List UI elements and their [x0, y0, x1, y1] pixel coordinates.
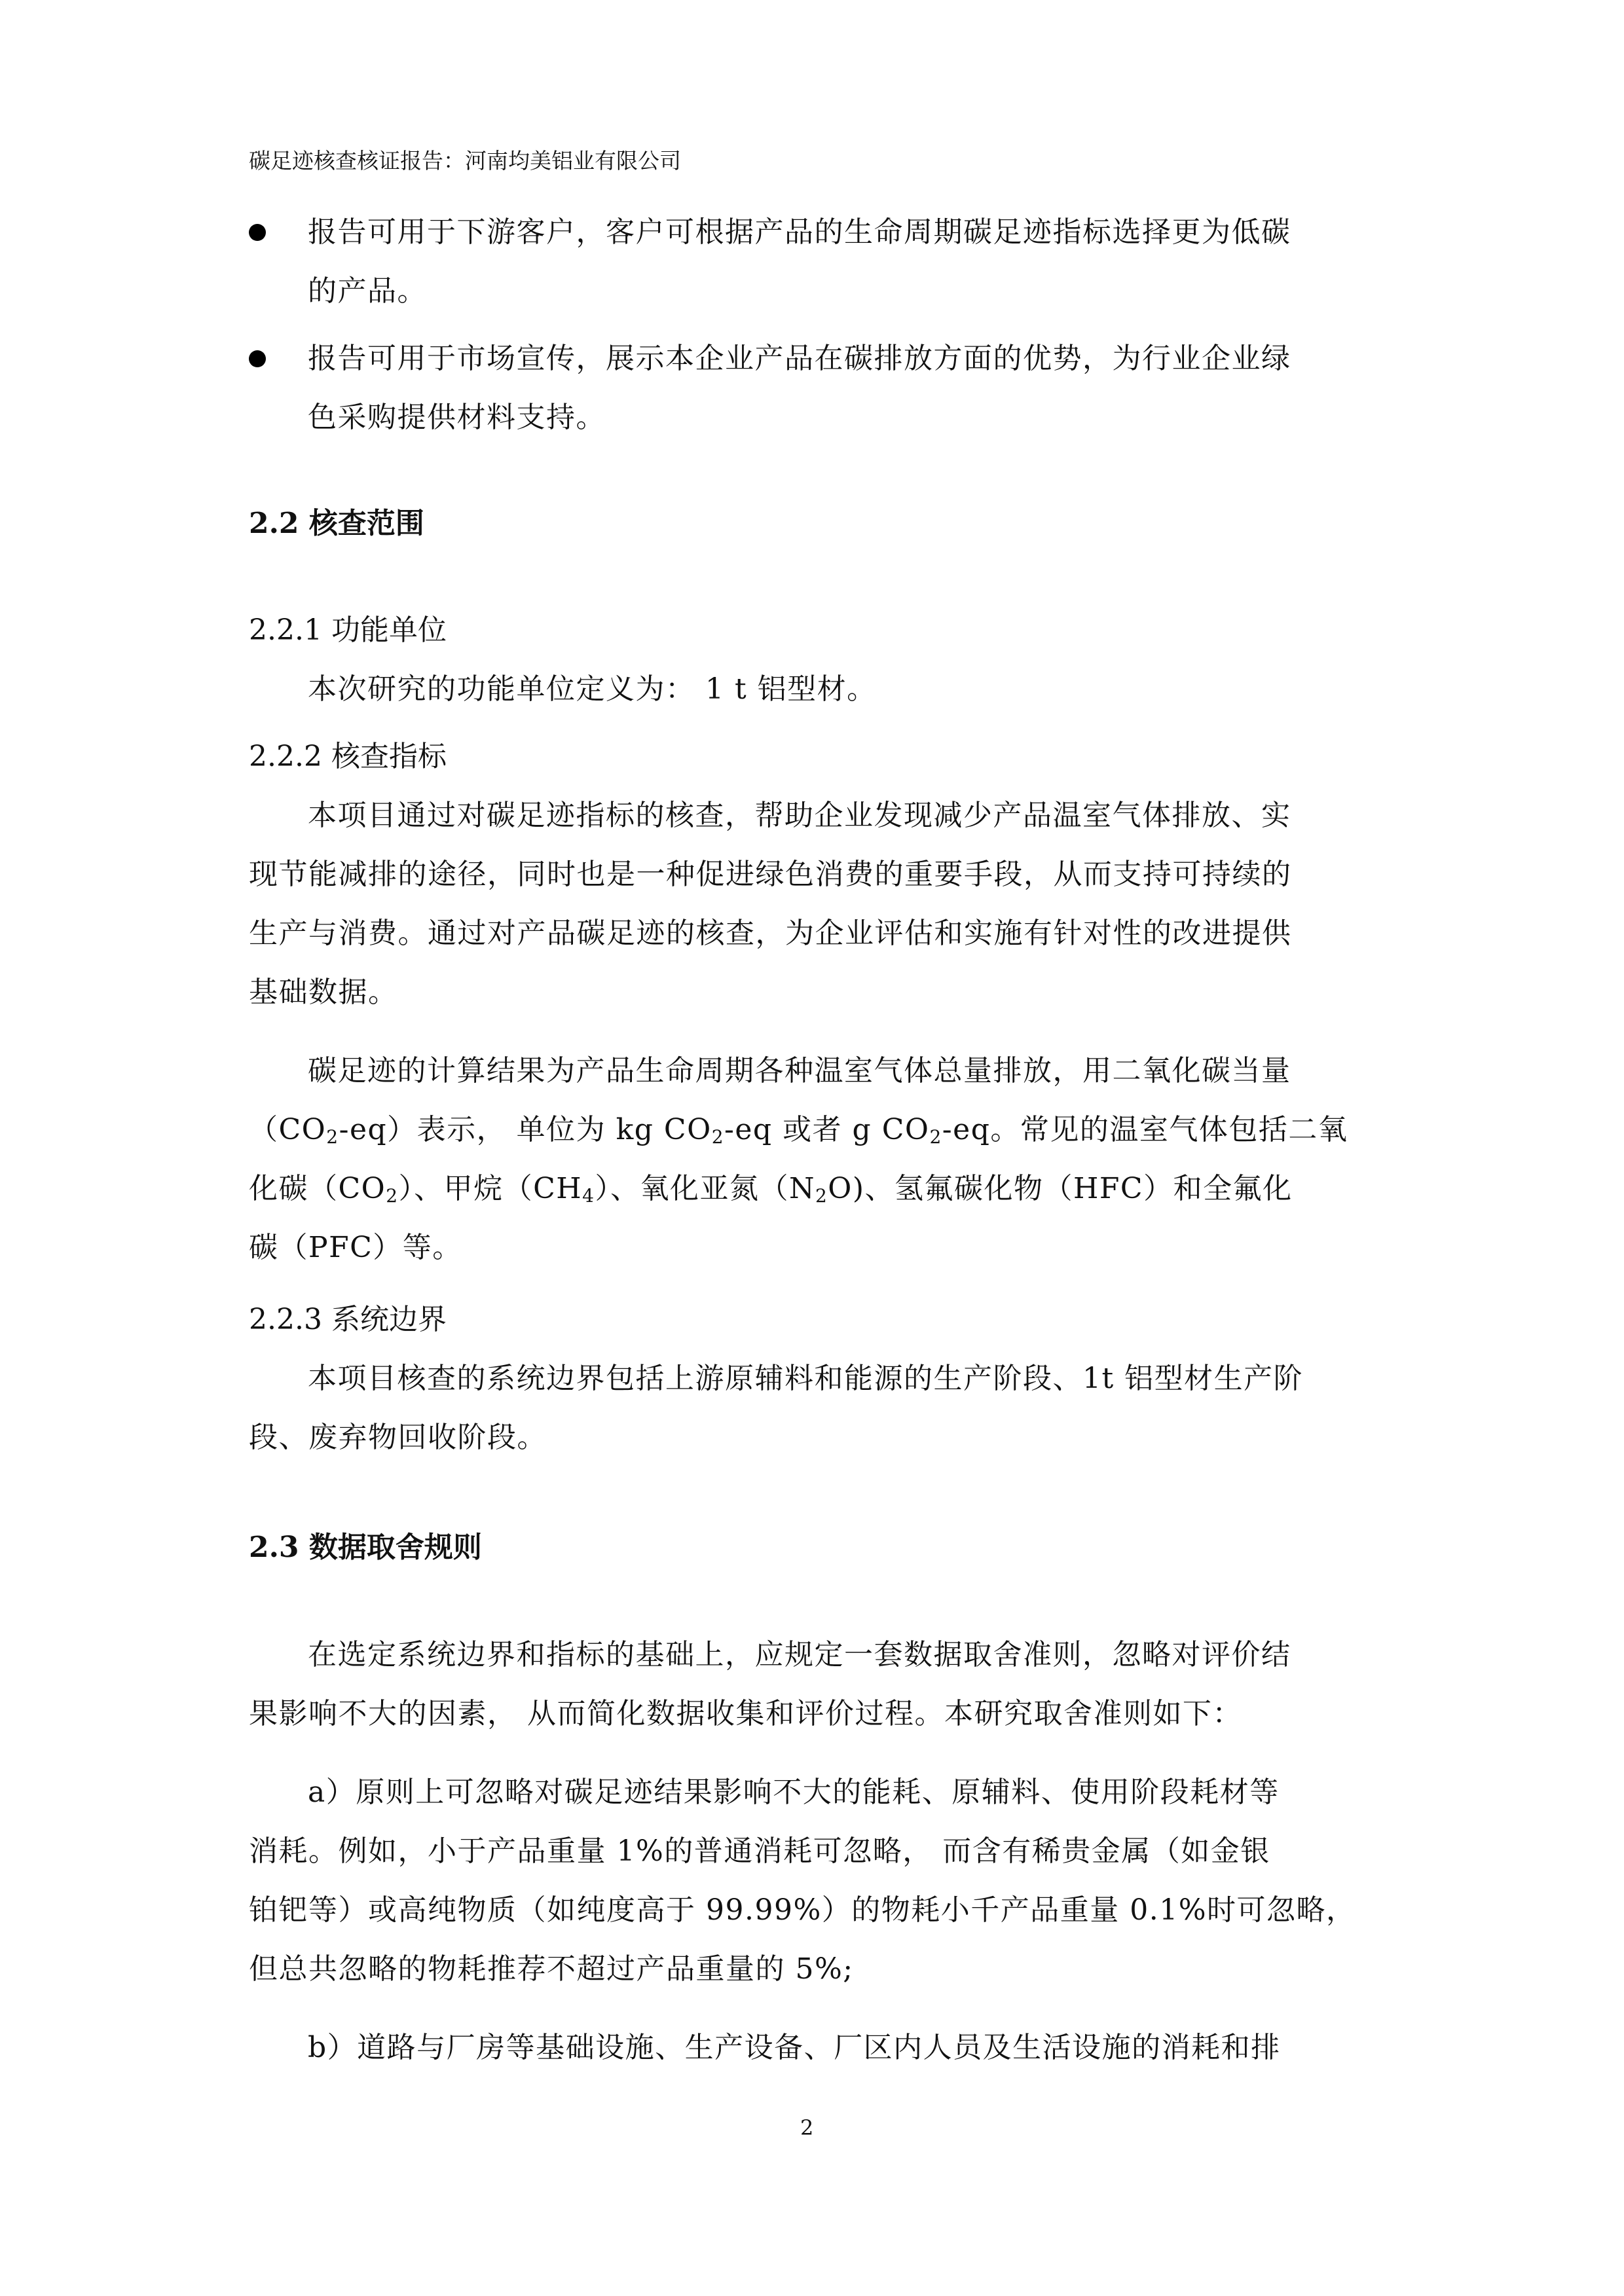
text-run: -eq 或者 g CO [724, 1113, 930, 1146]
subscript: 2 [711, 1126, 725, 1148]
text-run: -eq）表示， 单位为 kg CO [339, 1113, 712, 1146]
paragraph-line: b）道路与厂房等基础设施、生产设备、厂区内人员及生活设施的消耗和排 [308, 2031, 1281, 2064]
bullet-dot [249, 224, 266, 241]
paragraph-line: 铂钯等）或高纯物质（如纯度高于 99.99%）的物耗小千产品重量 0.1%时可忽略， [249, 1893, 1356, 1927]
subscript: 2 [815, 1185, 828, 1207]
paragraph-line: 碳（PFC）等。 [249, 1231, 462, 1264]
bullet-text-2-line-2: 色采购提供材料支持。 [308, 401, 606, 434]
paragraph-line: 生产与消费。通过对产品碳足迹的核查，为企业评估和实施有针对性的改进提供 [249, 917, 1292, 950]
bullet-text-1-line-1: 报告可用于下游客户，客户可根据产品的生命周期碳足迹指标选择更为低碳 [308, 215, 1291, 249]
subsection-heading-2-2-3: 2.2.3 系统边界 [249, 1303, 447, 1336]
paragraph-line: 但总共忽略的物耗推荐不超过产品重量的 5%; [249, 1952, 854, 1986]
page-number: 2 [800, 2115, 814, 2140]
paragraph-line: 现节能减排的途径，同时也是一种促进绿色消费的重要手段，从而支持可持续的 [249, 858, 1292, 891]
running-header: 碳足迹核查核证报告：河南均美铝业有限公司 [249, 148, 681, 173]
paragraph-line: 消耗。例如，小于产品重量 1%的普通消耗可忽略， 而含有稀贵金属（如金银 [249, 1834, 1270, 1868]
paragraph-line: 段、废弃物回收阶段。 [249, 1421, 547, 1454]
subsection-heading-2-2-1: 2.2.1 功能单位 [249, 613, 447, 647]
subscript: 2 [326, 1126, 339, 1148]
section-heading-2-2: 2.2 核查范围 [249, 507, 424, 540]
paragraph-line: 基础数据。 [249, 975, 398, 1009]
paragraph-line: 碳足迹的计算结果为产品生命周期各种温室气体总量排放，用二氧化碳当量 [308, 1054, 1291, 1087]
subsection-heading-2-2-2: 2.2.2 核查指标 [249, 740, 447, 773]
text-run: ）、甲烷（CH [398, 1172, 583, 1205]
paragraph-line-with-formula [249, 1169, 1293, 1209]
paragraph-line-with-formula [249, 1110, 1348, 1150]
text-run: -eq。常见的温室气体包括二氧 [942, 1113, 1348, 1146]
subscript: 4 [582, 1185, 595, 1207]
subscript: 2 [929, 1126, 942, 1148]
paragraph-line: 本次研究的功能单位定义为： 1 t 铝型材。 [308, 672, 877, 706]
text-run: （CO [249, 1113, 327, 1146]
section-heading-2-3: 2.3 数据取舍规则 [249, 1531, 482, 1564]
text-run: 化碳（CO [249, 1172, 386, 1205]
bullet-text-1-line-2: 的产品。 [308, 274, 427, 308]
paragraph-line: a）原则上可忽略对碳足迹结果影响不大的能耗、原辅料、使用阶段耗材等 [308, 1776, 1280, 1809]
paragraph-line: 在选定系统边界和指标的基础上，应规定一套数据取舍准则，忽略对评价结 [308, 1638, 1291, 1671]
bullet-text-2-line-1: 报告可用于市场宣传，展示本企业产品在碳排放方面的优势，为行业企业绿 [308, 342, 1291, 375]
paragraph-line: 本项目核查的系统边界包括上游原辅料和能源的生产阶段、1t 铝型材生产阶 [308, 1362, 1304, 1395]
bullet-dot [249, 350, 266, 367]
text-run: O)、氢氟碳化物（HFC）和全氟化 [828, 1172, 1293, 1205]
paragraph-line: 本项目通过对碳足迹指标的核查，帮助企业发现减少产品温室气体排放、实 [308, 799, 1291, 832]
subscript: 2 [386, 1185, 399, 1207]
paragraph-line: 果影响不大的因素， 从而简化数据收集和评价过程。本研究取舍准则如下： [249, 1697, 1242, 1730]
text-run: ）、氧化亚氮（N [595, 1172, 815, 1205]
